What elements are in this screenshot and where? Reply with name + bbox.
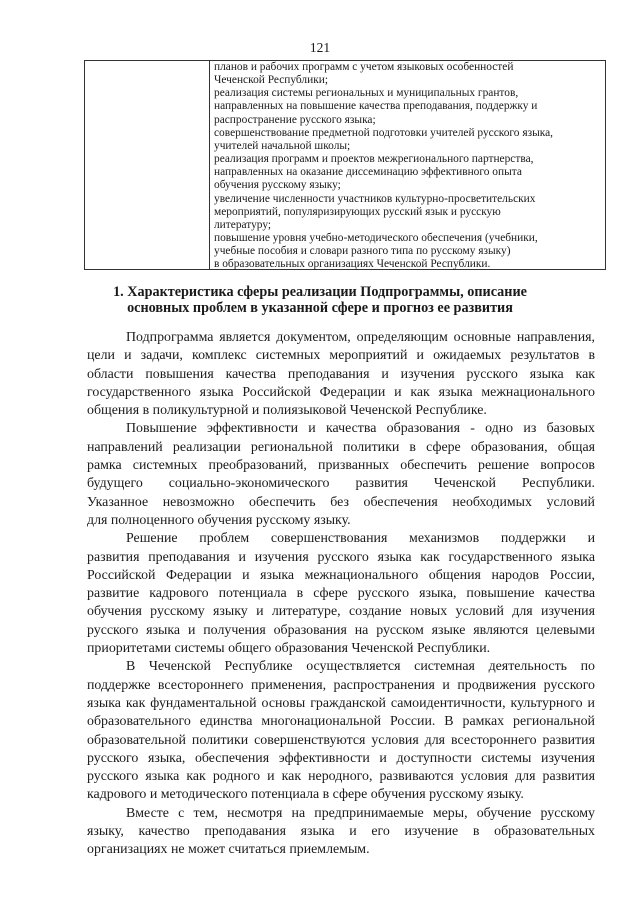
paragraph [87, 658, 595, 804]
table-line: повышение уровня учебно-методического обеспечения (учебники, [214, 232, 538, 245]
body-text [87, 329, 595, 860]
text-line: русского языка и получения образования на русском языке являются целевыми [87, 622, 595, 638]
text-line: В Чеченской Республике осуществляется системная деятельность по [126, 659, 595, 675]
text-line: Российской Федерации и языка межнационального общения народов России, [87, 567, 595, 583]
text-line: Подпрограмма является документом, определяющим основные направления, [126, 330, 595, 345]
text-line: будущего социально-экономического развития Чеченской Республики. [87, 476, 595, 492]
section-heading-line: основных проблем в указанной сфере и прогноз ее развития [127, 299, 513, 316]
text-line: развития преподавания и изучения русского языка как государственного языка [87, 549, 595, 565]
text-line: для полноценного обучения русскому языку. [87, 512, 351, 528]
section-heading [40, 285, 600, 316]
text-line: приоритетами системы общего образования Чеченской Республики. [87, 641, 491, 657]
text-line: области повышения качества преподавания и изучения русского языка как [87, 366, 595, 382]
text-line: русского языка как родного и как неродного, развиваются условия для развития [87, 769, 595, 785]
text-line: обучения русскому языку и литературе, создание новых условий для изучения [87, 604, 595, 620]
table-line: в образовательных организациях Чеченской Республики. [214, 258, 491, 271]
text-line: кадрового и методического потенциала в сфере обучения русскому языку. [87, 787, 524, 803]
table-line: учебные пособия и словари разного типа по русскому языку) [214, 245, 511, 258]
table-line: обучения русскому языку; [214, 179, 341, 192]
table-line: реализация программ и проектов межрегионального партнерства, [214, 153, 534, 166]
text-line: языку, качество преподавания языка и его изучение в образовательных [87, 824, 595, 840]
table-left-cell [85, 61, 210, 269]
text-line: Повышение эффективности и качества образования - одно из базовых [126, 421, 595, 437]
table-right-cell [214, 61, 599, 272]
section-heading-line: 1. Характеристика сферы реализации Подпрограммы, описание [113, 284, 527, 300]
paragraph [87, 329, 595, 420]
table-line: мероприятий, популяризирующих русский язык и русскую [214, 205, 501, 218]
table-line: учителей начальной школы; [214, 139, 351, 152]
table-line: увеличение численности участников культурно-просветительских [214, 192, 536, 205]
paragraph [87, 530, 595, 658]
paragraph [87, 420, 595, 530]
table-line: литературу; [214, 218, 272, 231]
table-line: распространение русского языка; [214, 113, 376, 126]
text-line: направлений реализации региональной политики в сфере образования, общая [87, 439, 595, 455]
text-line: государственного языка Российской Федерации и как языка межнационального [87, 384, 595, 400]
text-line: образовательной политики совершенствуются условия для всестороннего развития [87, 732, 595, 748]
text-line: рамка системных преобразований, призванных обеспечить решение вопросов [87, 458, 595, 474]
text-line: русского языка, обеспечения эффективности и доступности системы изучения [87, 750, 595, 766]
text-line: общения в поликультурной и полиязыковой Чеченской Республике. [87, 403, 487, 419]
text-line: Вместе с тем, несмотря на предпринимаемые меры, обучение русскому [126, 805, 595, 821]
table-line: направленных на повышение качества преподавания, поддержку и [214, 100, 538, 113]
text-line: развитие кадрового потенциала в сфере русского языка, повышение качества [87, 586, 595, 602]
table-line: реализация системы региональных и муниципальных грантов, [214, 87, 519, 100]
page-number: 121 [309, 40, 331, 55]
table-line: планов и рабочих программ с учетом языковых особенностей [214, 61, 514, 73]
text-line: образовательного единства многонациональной России. В рамках региональной [87, 714, 595, 730]
paragraph [87, 805, 595, 860]
table-line: Чеченской Республики; [214, 74, 329, 87]
table-line: совершенствование предметной подготовки учителей русского языка, [214, 126, 554, 139]
text-line: языка как фундаментальной основы гражданской самоидентичности, культурного и [87, 695, 595, 711]
text-line: организациях не может считаться приемлемым. [87, 842, 370, 858]
table-line: направленных на оказание диссеминацию эффективного опыта [214, 166, 522, 179]
text-line: поддержке всестороннего применения, распространения и продвижения русского [87, 677, 595, 693]
continuation-table [84, 60, 606, 270]
text-line: цели и задачи, комплекс системных мероприятий и ожидаемых результатов в [87, 348, 595, 364]
text-line: Решение проблем совершенствования механизмов поддержки и [126, 531, 595, 547]
text-line: Указанное невозможно обеспечить без обеспечения необходимых условий [87, 494, 595, 510]
